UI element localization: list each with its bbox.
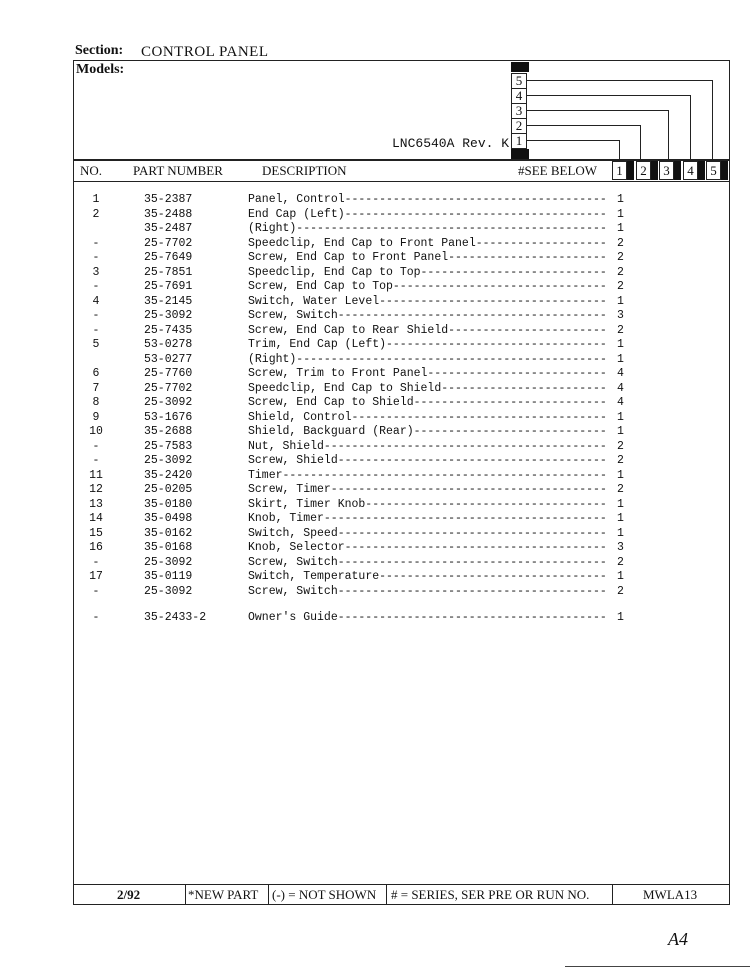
part-number: 35-2688 <box>144 425 193 438</box>
series-box-4: 4 <box>511 88 527 104</box>
quantity: 1 <box>617 570 624 583</box>
leader-dashes: ------------------------ <box>441 381 607 395</box>
series-box-2: 2 <box>511 118 527 134</box>
item-number: 13 <box>89 497 103 511</box>
part-number: 35-2487 <box>144 222 193 235</box>
item-number: - <box>92 439 100 453</box>
page-mark: A4 <box>668 929 688 949</box>
item-number: 1 <box>92 193 100 206</box>
quantity: 1 <box>617 611 624 624</box>
part-number: 35-0498 <box>144 512 193 525</box>
footer-series-legend: # = SERIES, SER PRE OR RUN NO. <box>391 887 590 902</box>
item-number: - <box>92 323 100 337</box>
leader-dashes: --------------------------------------- <box>337 454 607 467</box>
leader-dashes: ----------------------------------------- <box>323 439 607 453</box>
part-description: Screw, Trim to Front Panel <box>248 367 428 380</box>
series-col-1: 1 <box>612 161 627 180</box>
series-box-1: 1 <box>511 133 527 149</box>
col-header-see-below: #SEE BELOW <box>518 163 598 178</box>
leader-dashes: ----------------------- <box>448 323 607 337</box>
part-number: 25-3092 <box>144 396 193 409</box>
part-number: 25-7851 <box>144 265 193 279</box>
quantity: 1 <box>617 193 624 206</box>
quantity: 3 <box>617 309 624 322</box>
part-number: 35-0168 <box>144 541 193 554</box>
part-description: Knob, Selector <box>248 541 345 554</box>
part-number: 25-3092 <box>144 309 193 322</box>
leader-dashes: ----------------------------------------- <box>323 512 607 525</box>
item-number: 5 <box>92 338 100 351</box>
item-number: 16 <box>89 541 103 554</box>
item-number: 3 <box>92 265 100 279</box>
series-col-2: 2 <box>636 161 651 180</box>
item-number: 9 <box>92 410 100 424</box>
part-number: 25-7760 <box>144 367 193 380</box>
part-number: 35-0119 <box>144 570 193 583</box>
part-description: Shield, Backguard (Rear) <box>248 425 414 438</box>
item-number: 12 <box>89 483 103 496</box>
part-number: 35-2420 <box>144 468 193 482</box>
item-number: 11 <box>89 468 103 482</box>
leader-dashes: --------------------------- <box>420 265 607 279</box>
footer-new-part: *NEW PART <box>188 887 259 902</box>
part-description: Screw, Switch <box>248 584 338 598</box>
part-description: Screw, Switch <box>248 309 338 322</box>
part-description: (Right) <box>248 352 297 366</box>
item-number: - <box>92 611 100 624</box>
part-description: Switch, Speed <box>248 526 338 540</box>
quantity: 1 <box>617 207 624 221</box>
part-number: 25-3092 <box>144 555 193 569</box>
leader-dashes: ---------------------------------------- <box>330 483 607 496</box>
quantity: 1 <box>617 338 624 351</box>
leader-dashes: --------------------------------- <box>379 294 607 308</box>
quantity: 4 <box>617 381 624 395</box>
item-number: - <box>92 236 100 250</box>
part-description: Shield, Control <box>248 410 352 424</box>
part-description: Speedclip, End Cap to Top <box>248 265 421 279</box>
quantity: 1 <box>617 222 624 235</box>
item-number: - <box>92 309 100 322</box>
leader-dashes: ----------------------- <box>448 251 607 264</box>
section-title: CONTROL PANEL <box>141 44 269 60</box>
quantity: 2 <box>617 265 624 279</box>
leader-dashes: ------------------------------- <box>392 280 607 293</box>
part-description: End Cap (Left) <box>248 207 345 221</box>
leader-dashes: --------------------------------------- <box>337 309 607 322</box>
part-description: (Right) <box>248 222 297 235</box>
series-box-5: 5 <box>511 73 527 89</box>
part-number: 25-3092 <box>144 584 193 598</box>
item-number: 14 <box>89 512 103 525</box>
quantity: 3 <box>617 541 624 554</box>
item-number: - <box>92 280 100 293</box>
leader-dashes: -------------------------------------- <box>344 193 607 206</box>
leader-dashes: ------------------- <box>475 236 607 250</box>
series-col-5: 5 <box>706 161 721 180</box>
item-number: - <box>92 454 100 467</box>
section-label: Section: <box>75 43 124 58</box>
item-number: 2 <box>92 207 100 221</box>
quantity: 1 <box>617 352 624 366</box>
part-description: Nut, Shield <box>248 439 324 453</box>
models-label: Models: <box>76 62 125 77</box>
quantity: 1 <box>617 468 624 482</box>
leader-dashes: ----------------------------------- <box>365 497 607 511</box>
quantity: 4 <box>617 396 624 409</box>
quantity: 2 <box>617 555 624 569</box>
quantity: 1 <box>617 497 624 511</box>
col-header-no: NO. <box>80 163 103 178</box>
item-number: 6 <box>92 367 100 380</box>
part-description: Timer <box>248 468 283 482</box>
leader-dashes: --------------------------------------- <box>337 555 607 569</box>
item-number: 7 <box>92 381 100 395</box>
leader-dashes: -------------------------------------- <box>344 207 607 221</box>
quantity: 1 <box>617 512 624 525</box>
part-number: 25-7435 <box>144 323 193 337</box>
item-number: 15 <box>89 526 103 540</box>
leader-dashes: ---------------------------- <box>413 425 607 438</box>
part-description: Skirt, Timer Knob <box>248 497 366 511</box>
part-number: 25-7691 <box>144 280 193 293</box>
model-code: LNC6540A Rev. K <box>392 136 510 151</box>
part-number: 25-7583 <box>144 439 193 453</box>
quantity: 2 <box>617 439 624 453</box>
part-number: 25-7702 <box>144 381 193 395</box>
leader-dashes: -------------------------------- <box>386 338 607 351</box>
part-description: Screw, End Cap to Front Panel <box>248 251 449 264</box>
item-number: - <box>92 584 100 598</box>
part-number: 35-0162 <box>144 526 193 540</box>
leader-dashes: -------------------------------------- <box>344 541 607 554</box>
part-description: Screw, End Cap to Shield <box>248 396 414 409</box>
leader-dashes: ---------------------------- <box>413 396 607 409</box>
part-number: 35-2433-2 <box>144 611 207 624</box>
leader-dashes: --------------------------------------- <box>337 584 607 598</box>
item-number: 8 <box>92 396 100 409</box>
leader-dashes: --------------------------------------------- <box>296 352 607 366</box>
leader-dashes: --------------------------------- <box>379 570 607 583</box>
part-number: 53-0278 <box>144 338 193 351</box>
leader-dashes: --------------------------------------- <box>337 611 607 624</box>
leader-dashes: ----------------------------------------------- <box>282 468 607 482</box>
item-number: 4 <box>92 294 100 308</box>
leader-dashes: ------------------------------------- <box>351 410 607 424</box>
quantity: 1 <box>617 526 624 540</box>
item-number: - <box>92 251 100 264</box>
part-description: Screw, Shield <box>248 454 338 467</box>
quantity: 1 <box>617 294 624 308</box>
part-number: 35-2488 <box>144 207 193 221</box>
footer-not-shown: (-) = NOT SHOWN <box>272 887 377 902</box>
part-number: 35-2145 <box>144 294 193 308</box>
part-number: 25-7649 <box>144 251 193 264</box>
part-number: 25-0205 <box>144 483 193 496</box>
quantity: 2 <box>617 584 624 598</box>
leader-dashes: -------------------------- <box>427 367 607 380</box>
part-description: Knob, Timer <box>248 512 324 525</box>
footer-code: MWLA13 <box>643 887 698 902</box>
quantity: 2 <box>617 454 624 467</box>
part-number: 25-7702 <box>144 236 193 250</box>
col-header-description: DESCRIPTION <box>262 163 347 178</box>
part-number: 53-0277 <box>144 352 193 366</box>
part-number: 53-1676 <box>144 410 193 424</box>
quantity: 2 <box>617 280 624 293</box>
part-description: Screw, Timer <box>248 483 331 496</box>
part-description: Switch, Temperature <box>248 570 380 583</box>
quantity: 2 <box>617 483 624 496</box>
series-col-4: 4 <box>683 161 698 180</box>
item-number: - <box>92 555 100 569</box>
part-description: Screw, End Cap to Top <box>248 280 393 293</box>
leader-dashes: --------------------------------------------- <box>296 222 607 235</box>
part-description: Trim, End Cap (Left) <box>248 338 387 351</box>
part-description: Switch, Water Level <box>248 294 380 308</box>
quantity: 2 <box>617 323 624 337</box>
quantity: 2 <box>617 251 624 264</box>
quantity: 1 <box>617 425 624 438</box>
part-description: Owner's Guide <box>248 611 338 624</box>
series-box-3: 3 <box>511 103 527 119</box>
leader-dashes: --------------------------------------- <box>337 526 607 540</box>
part-number: 35-0180 <box>144 497 193 511</box>
part-number: 25-3092 <box>144 454 193 467</box>
part-description: Screw, Switch <box>248 555 338 569</box>
quantity: 1 <box>617 410 624 424</box>
footer-date: 2/92 <box>117 887 141 902</box>
series-col-3: 3 <box>659 161 674 180</box>
part-number: 35-2387 <box>144 193 193 206</box>
col-header-part-number: PART NUMBER <box>133 163 223 178</box>
quantity: 4 <box>617 367 624 380</box>
item-number: 10 <box>89 425 103 438</box>
part-description: Speedclip, End Cap to Shield <box>248 381 442 395</box>
item-number: 17 <box>89 570 103 583</box>
part-description: Screw, End Cap to Rear Shield <box>248 323 449 337</box>
part-description: Speedclip, End Cap to Front Panel <box>248 236 476 250</box>
quantity: 2 <box>617 236 624 250</box>
part-description: Panel, Control <box>248 193 345 206</box>
